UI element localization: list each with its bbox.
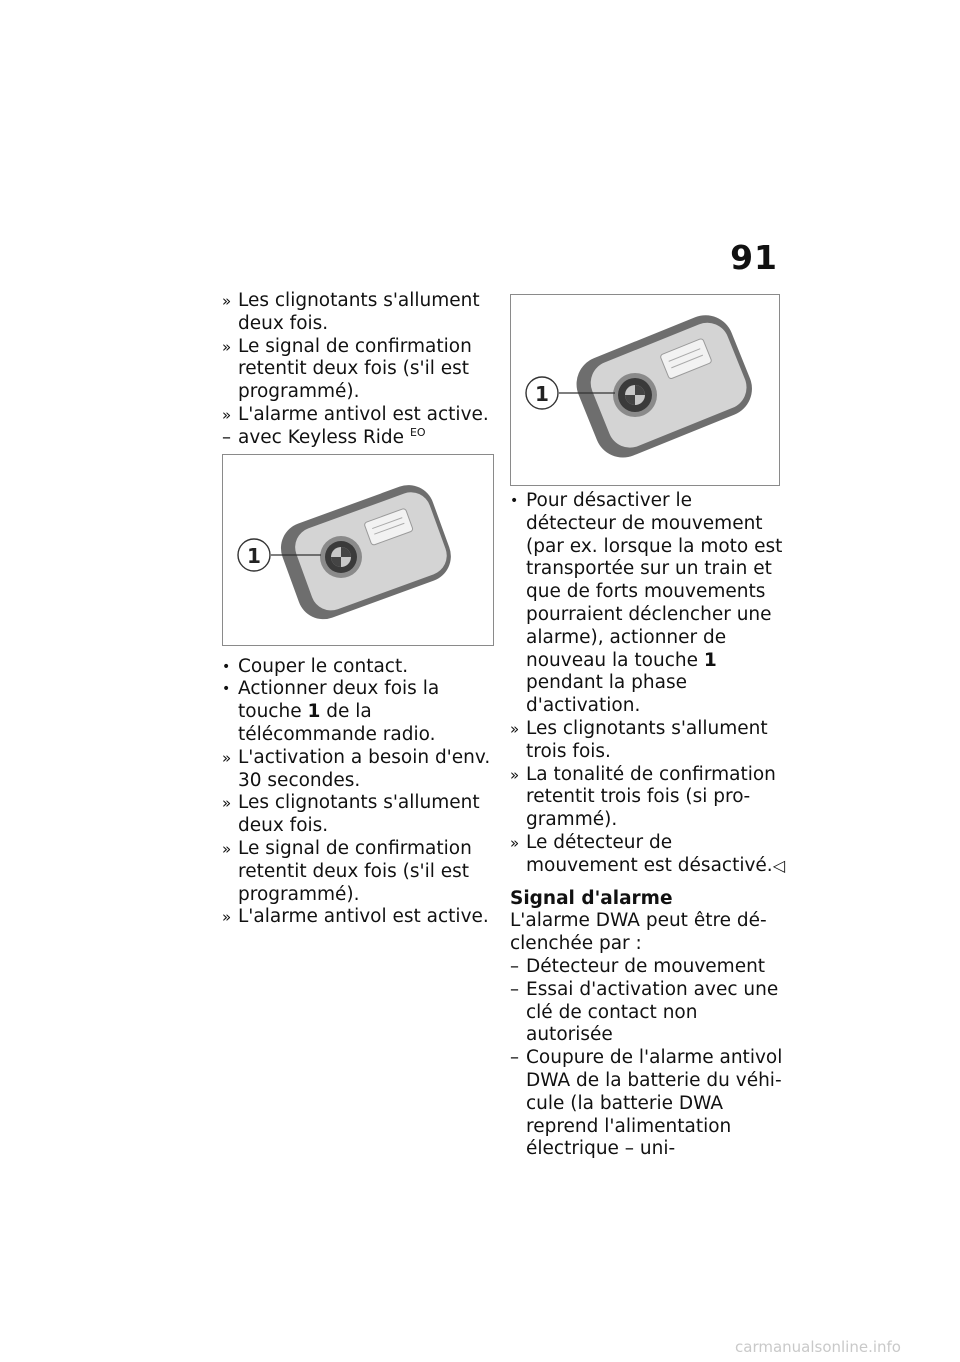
end-marker-icon: ◁ (772, 855, 786, 875)
option-line: – avec Keyless Ride $^{EO}$ (222, 425, 426, 448)
page-number: 91 (730, 238, 778, 277)
step-item: • Pour désactiver le détecteur de mouvement (par ex. lorsque la moto est transportée sur un train et que de forts mouvements pourraient déclencher une alarme), actionner de nouveau la touche 1 pendant la phase d'activation. (510, 490, 783, 717)
list-item: » Les clignotants s'allument deux fois. (222, 290, 480, 334)
result-item: » L'activation a besoin d'env. 30 secondes. (222, 746, 491, 791)
list-item: » L'alarme antivol est active. (222, 403, 489, 425)
left-column (222, 290, 497, 929)
result-item: » Le signal de confirmation retentit deux fois (s'il est programmé). (222, 837, 472, 905)
step-item: • Actionner deux fois la touche 1 de la télécommande radio. (222, 678, 440, 745)
result-item: » La tonalité de confirmation retentit trois fois (si programmé). (510, 763, 776, 831)
result-item: » Les clignotants s'allument trois fois. (510, 717, 768, 762)
key-fob-figure-right (510, 294, 780, 486)
callout-label: 1 (247, 543, 261, 568)
key-fob-figure (222, 454, 494, 646)
section-intro: L'alarme DWA peut être déclenchée par : (510, 910, 767, 955)
callout-label: 1 (535, 382, 549, 406)
result-item: » Le détecteur de mouvement est désactivé.◁ (510, 831, 786, 876)
trigger-item: – Coupure de l'alarme antivol DWA de la batterie du véhicule (la batterie DWA reprend l'alimentation électrique – uni- (510, 1047, 783, 1160)
section-heading: Signal d'alarme (510, 887, 673, 909)
right-column (510, 490, 785, 1161)
step-item: • Couper le contact. (222, 655, 409, 677)
option-superscript: EO (409, 425, 426, 439)
trigger-item: – Détecteur de mouvement (510, 955, 766, 977)
result-item: » L'alarme antivol est active. (222, 906, 489, 928)
list-item: » Le signal de confirmation retentit deux fois (s'il est programmé). (222, 335, 472, 403)
watermark-footer: carmanualsonline.info (735, 1338, 901, 1356)
trigger-item: – Essai d'activation avec une clé de contact non autorisée (510, 978, 779, 1046)
key-fob-image (223, 455, 493, 645)
key-fob-image (511, 295, 779, 485)
result-item: » Les clignotants s'allument deux fois. (222, 792, 480, 837)
